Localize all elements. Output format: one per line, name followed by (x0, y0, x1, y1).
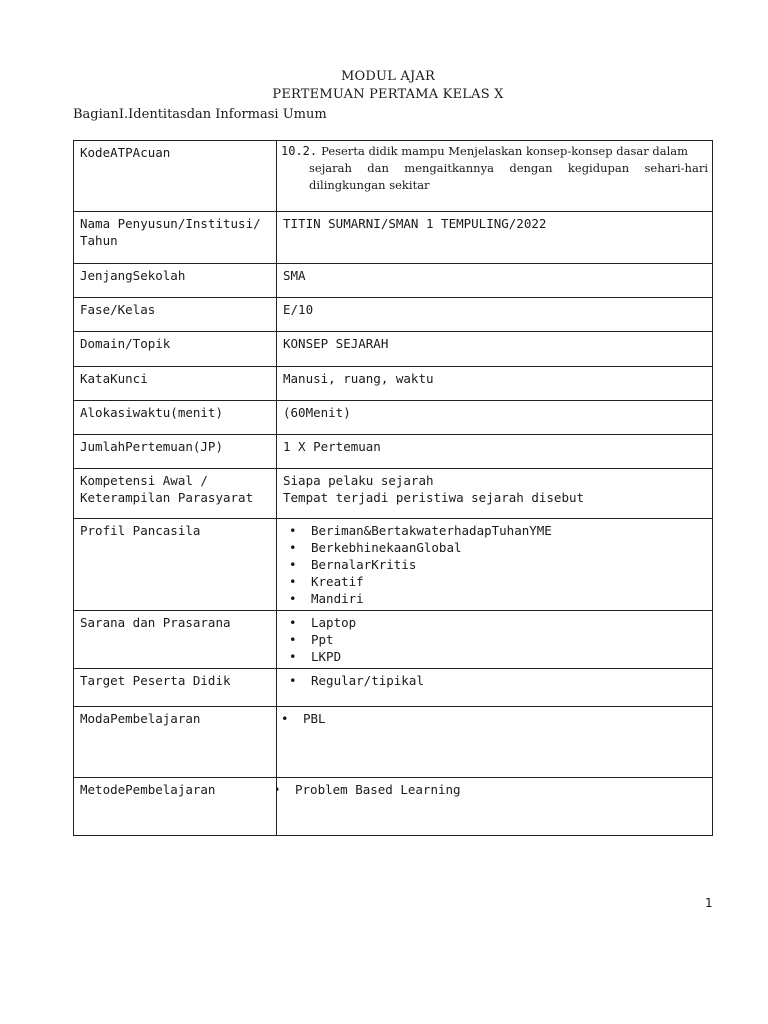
atp-number: 10.2. (281, 144, 318, 158)
list-item: • PBL (303, 710, 706, 727)
row-value (277, 141, 713, 212)
row-key: JenjangSekolah (74, 264, 277, 298)
row-key: Fase/Kelas (74, 298, 277, 332)
table-row (74, 401, 713, 435)
table-row (74, 469, 713, 519)
table-row (74, 367, 713, 401)
row-value: (60Menit) (277, 401, 713, 435)
row-key: KodeATPAcuan (74, 141, 277, 212)
row-key: KataKunci (74, 367, 277, 401)
table-row (74, 519, 713, 611)
list-item: • Problem Based Learning (295, 781, 706, 798)
table-row (74, 212, 713, 264)
row-value: E/10 (277, 298, 713, 332)
row-key: Nama Penyusun/Institusi/ Tahun (74, 212, 277, 264)
metode-list (283, 781, 706, 798)
row-value (277, 778, 713, 836)
pancasila-list (283, 522, 706, 607)
row-value: KONSEP SEJARAH (277, 332, 713, 367)
row-value-line: Tempat terjadi peristiwa sejarah disebut (283, 490, 585, 505)
table-row (74, 332, 713, 367)
row-value (277, 611, 713, 669)
atp-text-rest: sejarah dan mengaitkannya dengan kegidupan sehari-hari dilingkungan sekitar (309, 161, 708, 192)
table-row (74, 264, 713, 298)
section-title: BagianI.Identitasdan Informasi Umum (73, 107, 327, 122)
table-row (74, 141, 713, 212)
row-value: TITIN SUMARNI/SMAN 1 TEMPULING/2022 (277, 212, 713, 264)
list-item: • BerkebhinekaanGlobal (311, 539, 706, 556)
list-item: • BernalarKritis (311, 556, 706, 573)
table-row (74, 778, 713, 836)
table-row (74, 707, 713, 778)
table-row (74, 669, 713, 707)
row-key: ModaPembelajaran (74, 707, 277, 778)
row-key-line: Keterampilan Parasyarat (80, 490, 254, 505)
row-key: Target Peserta Didik (74, 669, 277, 707)
list-item: • LKPD (311, 648, 706, 665)
row-key: Sarana dan Prasarana (74, 611, 277, 669)
list-item: • Regular/tipikal (311, 672, 706, 689)
table-row (74, 298, 713, 332)
document-subtitle: PERTEMUAN PERTAMA KELAS X (272, 87, 504, 102)
atp-text-line1: Peserta didik mampu Menjelaskan konsep-konsep dasar dalam (321, 144, 689, 158)
row-value (277, 519, 713, 611)
list-item: • Laptop (311, 614, 706, 631)
row-value (277, 469, 713, 519)
row-value: 1 X Pertemuan (277, 435, 713, 469)
row-key (74, 469, 277, 519)
document-title: MODUL AJAR (341, 69, 435, 84)
row-key: MetodePembelajaran (74, 778, 277, 836)
list-item: • Ppt (311, 631, 706, 648)
table-row (74, 611, 713, 669)
target-list (283, 672, 706, 689)
identity-table (73, 140, 713, 836)
list-item: • Mandiri (311, 590, 706, 607)
page-number: 1 (705, 896, 713, 910)
row-key-line: Kompetensi Awal / (80, 473, 208, 488)
list-item: • Kreatif (311, 573, 706, 590)
row-key: Domain/Topik (74, 332, 277, 367)
row-value (277, 707, 713, 778)
row-value (277, 669, 713, 707)
moda-list (283, 710, 706, 727)
table-row (74, 435, 713, 469)
row-key: JumlahPertemuan(JP) (74, 435, 277, 469)
row-value-line: Siapa pelaku sejarah (283, 473, 434, 488)
row-key: Profil Pancasila (74, 519, 277, 611)
sarana-list (283, 614, 706, 665)
row-value: Manusi, ruang, waktu (277, 367, 713, 401)
row-value: SMA (277, 264, 713, 298)
list-item: • Beriman&BertakwaterhadapTuhanYME (311, 522, 706, 539)
row-key: Alokasiwaktu(menit) (74, 401, 277, 435)
